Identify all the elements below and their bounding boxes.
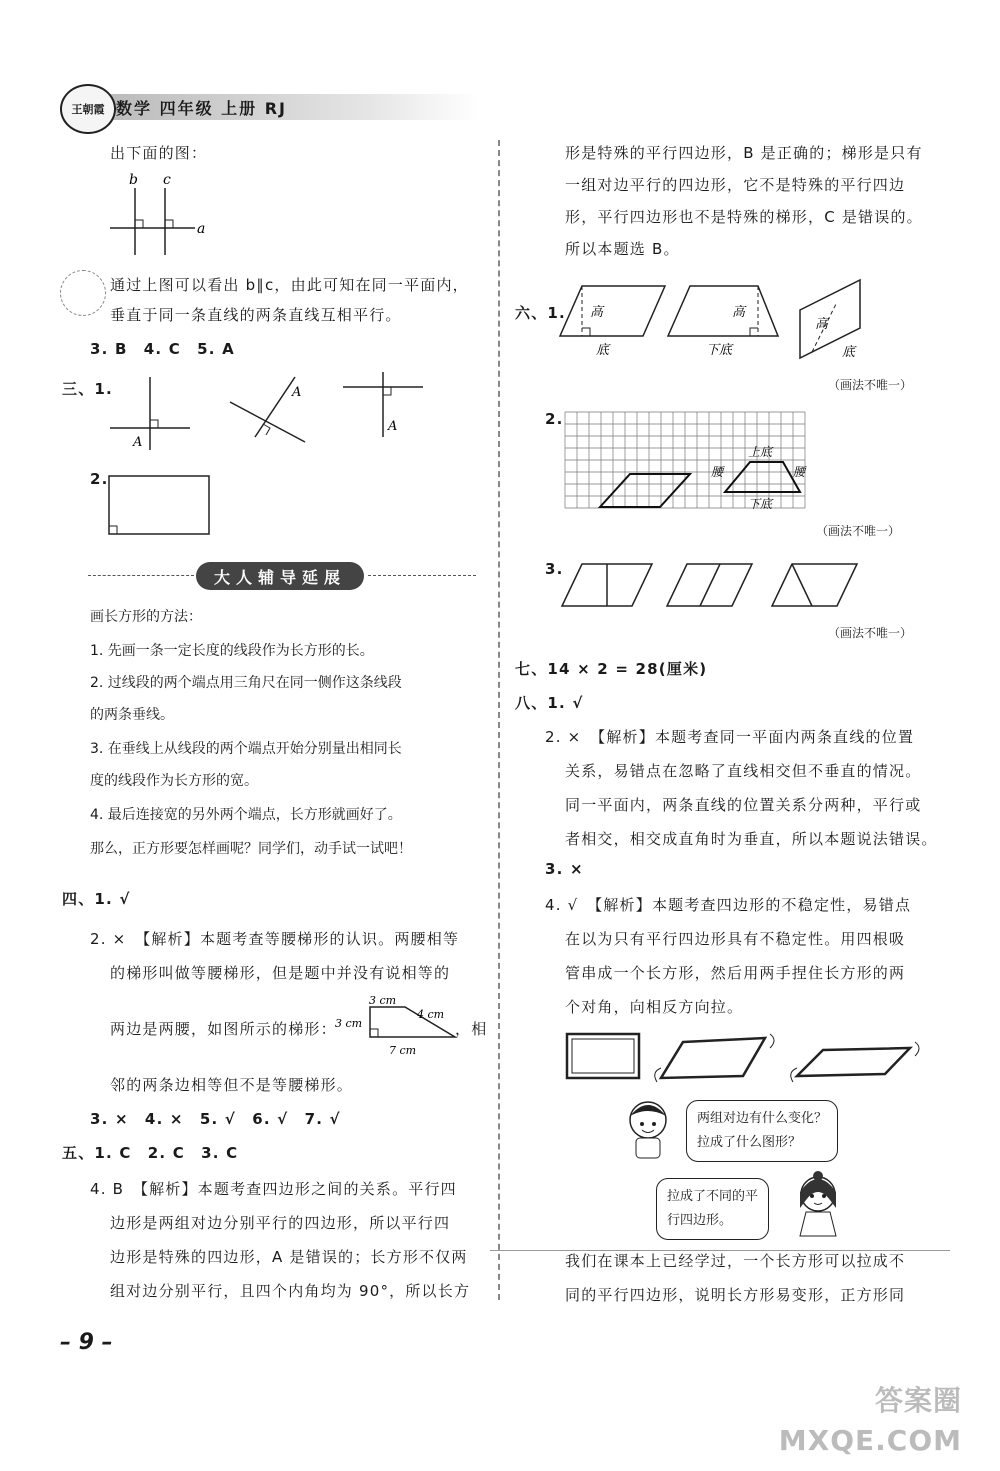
bubble-boy-line-2: 拉成了什么图形？: [697, 1135, 802, 1150]
conclusion-line-2: 垂直于同一条直线的两条直线互相平行。: [110, 306, 402, 324]
section-4-q2c-end: ，相: [455, 1020, 488, 1038]
page-number: – 9 –: [60, 1330, 113, 1355]
ext-step-3a: 3. 在垂线上从线段的两个端点开始分别量出相同长: [90, 741, 402, 757]
label-c: c: [163, 172, 171, 188]
bottom-line-1: 我们在课本上已经学过，一个长方形可以拉成不: [565, 1252, 906, 1270]
svg-text:A: A: [292, 385, 302, 400]
bubble-girl-line-1: 拉成了不同的平: [667, 1189, 759, 1204]
note-1: （画法不唯一）: [828, 378, 913, 392]
svg-text:下底: 下底: [748, 497, 773, 511]
section-8-q3: 3. ×: [545, 860, 584, 878]
section-6-q2: 2.: [545, 410, 564, 428]
watermark: [779, 1381, 962, 1461]
speech-bubble-boy: [686, 1100, 838, 1162]
ext-title: 画长方形的方法：: [90, 609, 202, 625]
section-5-q4d: 组对边分别平行，且四个内角均为 90°，所以长方: [110, 1282, 471, 1300]
conclusion-line-1: 通过上图可以看出 b∥c，由此可知在同一平面内，: [110, 276, 469, 294]
svg-text:4 cm: 4 cm: [417, 1008, 445, 1021]
svg-text:高: 高: [815, 317, 829, 332]
brand-logo: 王朝霞: [60, 84, 116, 134]
section-7: 七、14 × 2 = 28(厘米): [515, 660, 708, 678]
speech-bubble-girl: [656, 1178, 769, 1240]
extension-banner: 大人辅导延展: [196, 562, 364, 590]
bubble-boy-line-1: 两组对边有什么变化？: [697, 1111, 828, 1126]
note-3: （画法不唯一）: [828, 626, 913, 640]
girl-cartoon-icon: [790, 1170, 850, 1240]
svg-text:3 cm: 3 cm: [369, 994, 397, 1007]
section-5-q4b: 边形是两组对边分别平行的四边形，所以平行四: [110, 1214, 451, 1232]
label-b: b: [129, 172, 138, 188]
section-3-q1: 三、1.: [62, 380, 113, 398]
svg-text:腰: 腰: [793, 465, 806, 479]
boy-cartoon-icon: [620, 1098, 680, 1162]
section-4-rest: 3. × 4. × 5. √ 6. √ 7. √: [90, 1110, 341, 1128]
svg-text:下底: 下底: [706, 343, 733, 358]
page-header: [50, 78, 480, 134]
section-4-q2d: 邻的两条边相等但不是等腰梯形。: [110, 1076, 354, 1094]
section-8-q4c: 管串成一个长方形，然后用两手捏住长方形的两: [565, 964, 906, 982]
ext-step-3b: 度的线段作为长方形的宽。: [90, 773, 258, 789]
grid-figure: [565, 412, 815, 520]
section-6-q1: 六、1.: [515, 304, 566, 322]
watermark-line-1: 答案圈: [874, 1384, 962, 1417]
divided-parallelograms: [562, 562, 862, 612]
ext-step-4: 4. 最后连接宽的另外两个端点，长方形就画好了。: [90, 807, 402, 823]
svg-text:3 cm: 3 cm: [335, 1017, 363, 1030]
svg-text:7 cm: 7 cm: [389, 1044, 417, 1057]
cont-line-1: 形是特殊的平行四边形，B 是正确的；梯形是只有: [565, 144, 923, 162]
section-5-q1: 五、1. C 2. C 3. C: [62, 1144, 239, 1162]
parallel-lines-figure: [105, 170, 225, 260]
ext-step-5: 那么，正方形要怎样画呢？同学们，动手试一试吧！: [90, 841, 412, 857]
section-8-q4a: 4. √ 【解析】本题考查四边形的不稳定性，易错点: [545, 896, 912, 914]
watermark-line-2: MXQE.COM: [778, 1424, 962, 1457]
section-8-q2d: 者相交，相交成直角时为垂直，所以本题说法错误。: [565, 830, 938, 848]
svg-text:A: A: [133, 435, 143, 450]
ext-step-2a: 2. 过线段的两个端点用三角尺在同一侧作这条线段: [90, 675, 402, 691]
label-a: a: [197, 221, 206, 237]
section-4-q2c: 两边是两腰，如图所示的梯形：: [110, 1020, 337, 1038]
cont-line-2: 一组对边平行的四边形，它不是特殊的平行四边: [565, 176, 906, 194]
section-5-q4c: 边形是特殊的四边形，A 是错误的；长方形不仅两: [110, 1248, 468, 1266]
svg-text:底: 底: [596, 343, 610, 358]
section-8-q2a: 2. × 【解析】本题考查同一平面内两条直线的位置: [545, 728, 915, 746]
bubble-girl-line-2: 行四边形。: [667, 1213, 733, 1228]
stamp-decoration: [60, 270, 106, 316]
note-2: （画法不唯一）: [816, 524, 901, 538]
svg-text:腰: 腰: [711, 465, 724, 479]
answers-3-5: 3. B 4. C 5. A: [90, 340, 235, 358]
intro-text: 出下面的图：: [110, 144, 208, 162]
cont-line-3: 形，平行四边形也不是特殊的梯形，C 是错误的。: [565, 208, 923, 226]
section-6-q3: 3.: [545, 560, 564, 578]
banner-rule-left: [88, 575, 194, 576]
straw-deformation-illustration: [565, 1030, 925, 1085]
section-4-q2b: 的梯形叫做等腰梯形，但是题中并没有说相等的: [110, 964, 451, 982]
ext-step-1: 1. 先画一条一定长度的线段作为长方形的长。: [90, 643, 374, 659]
perpendicular-figures: [105, 372, 435, 452]
header-title: 数学 四年级 上册 RJ: [116, 99, 287, 118]
section-5-q4a: 4. B 【解析】本题考查四边形之间的关系。平行四: [90, 1180, 457, 1198]
banner-rule-right: [368, 575, 476, 576]
section-4-q2a: 2. × 【解析】本题考查等腰梯形的认识。两腰相等: [90, 930, 460, 948]
section-8-q4b: 在以为只有平行四边形具有不稳定性。用四根吸: [565, 930, 906, 948]
ext-step-2b: 的两条垂线。: [90, 707, 174, 723]
height-figures: [560, 280, 880, 360]
bottom-line-2: 同的平行四边形，说明长方形易变形，正方形同: [565, 1286, 906, 1304]
section-8-q2c: 同一平面内，两条直线的位置关系分两种，平行或: [565, 796, 922, 814]
section-4-q1: 四、1. √: [62, 890, 131, 908]
svg-text:高: 高: [732, 305, 746, 320]
column-divider: [498, 140, 500, 1300]
cont-line-4: 所以本题选 B。: [565, 240, 680, 258]
svg-text:底: 底: [842, 345, 856, 360]
trapezoid-figure: [335, 992, 465, 1062]
svg-text:高: 高: [590, 305, 604, 320]
section-8-q2b: 关系，易错点在忽略了直线相交但不垂直的情况。: [565, 762, 922, 780]
section-8-q4d: 个对角，向相反方向拉。: [565, 998, 744, 1016]
svg-text:上底: 上底: [748, 445, 773, 459]
section-3-q2: 2.: [90, 470, 109, 488]
section-8-q1: 八、1. √: [515, 694, 584, 712]
svg-text:A: A: [388, 419, 398, 434]
rectangle-figure: [108, 475, 213, 537]
